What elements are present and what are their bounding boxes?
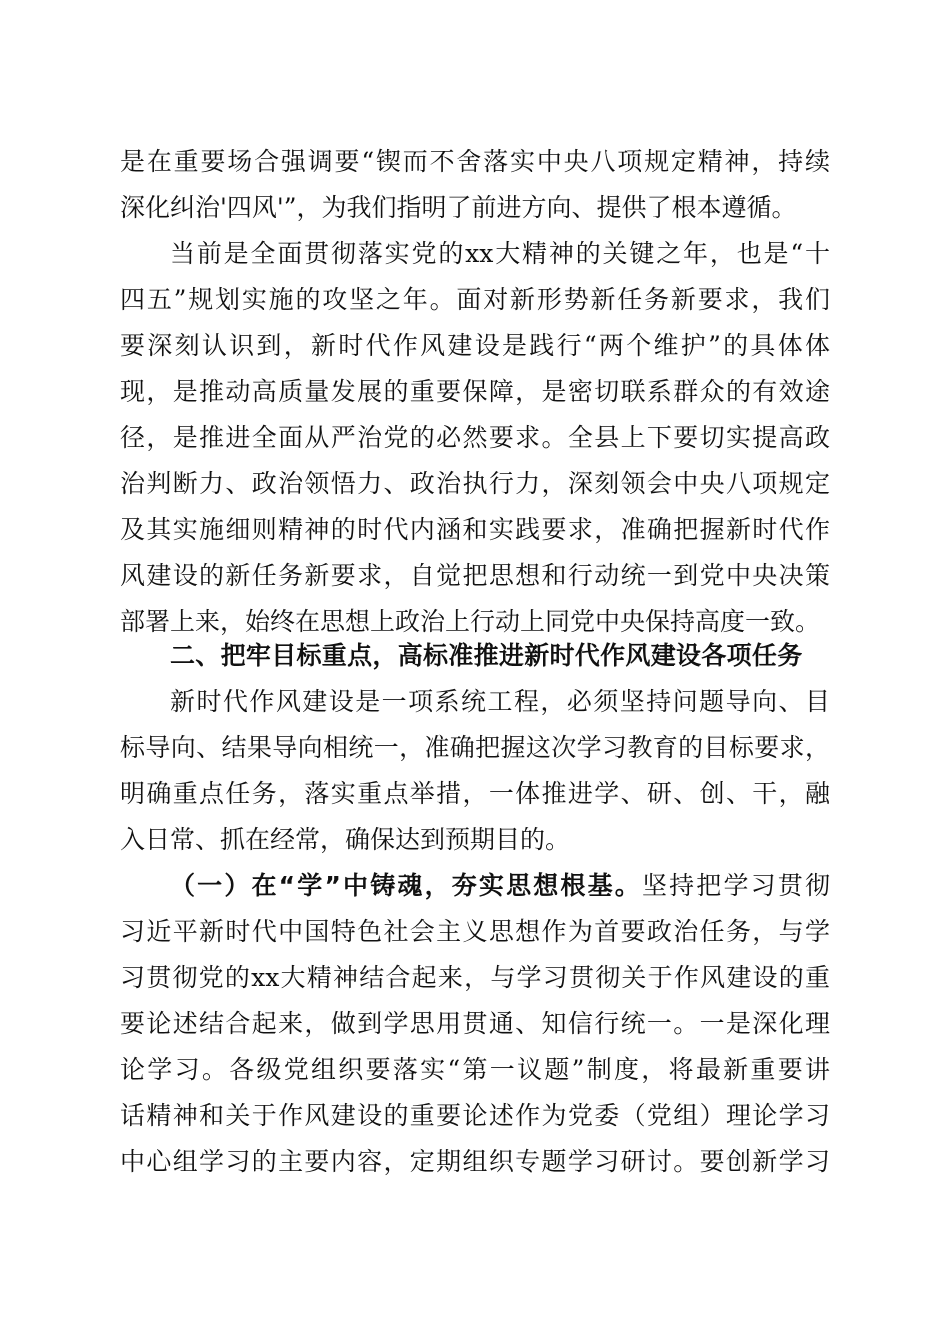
text-line: 治判断力、政治领悟力、政治执行力，深刻领会中央八项规定 [120,469,830,498]
text-line: 当前是全面贯彻落实党的xx大精神的关键之年，也是“十 [170,239,830,268]
text-line: 习贯彻党的xx大精神结合起来，与学习贯彻关于作风建设的重 [120,963,830,992]
text-line: 新时代作风建设是一项系统工程，必须坚持问题导向、目 [170,687,830,716]
text-line: 四五”规划实施的攻坚之年。面对新形势新任务新要求，我们 [120,285,830,314]
text-line: 部署上来，始终在思想上政治上行动上同党中央保持高度一致。 [120,607,821,636]
text-span: 坚持把学习贯彻 [641,871,830,900]
text-line: 要深刻认识到，新时代作风建设是践行“两个维护”的具体体 [120,331,830,360]
text-line: 深化纠治'四风'”，为我们指明了前进方向、提供了根本遵循。 [120,193,797,222]
text-line: 风建设的新任务新要求，自觉把思想和行动统一到党中央决策 [120,561,830,590]
text-line: 现，是推动高质量发展的重要保障，是密切联系群众的有效途 [120,377,830,406]
section-heading: 二、把牢目标重点，高标准推进新时代作风建设各项任务 [170,641,803,670]
subsection-line [170,866,830,906]
text-line: 要论述结合起来，做到学思用贯通、知信行统一。一是深化理 [120,1009,830,1038]
text-line: 话精神和关于作风建设的重要论述作为党委（党组）理论学习 [120,1101,830,1130]
text-line: 及其实施细则精神的时代内涵和实践要求，准确把握新时代作 [120,515,830,544]
text-line: 中心组学习的主要内容，定期组织专题学习研讨。要创新学习 [120,1147,830,1176]
text-line: 径，是推进全面从严治党的必然要求。全县上下要切实提高政 [120,423,830,452]
text-line: 论学习。各级党组织要落实“第一议题”制度，将最新重要讲 [120,1055,830,1084]
text-line: 入日常、抓在经常，确保达到预期目的。 [120,825,571,854]
text-line: 标导向、结果导向相统一，准确把握这次学习教育的目标要求， [120,733,830,762]
text-line: 明确重点任务，落实重点举措，一体推进学、研、创、干，融 [120,779,830,808]
text-line: 习近平新时代中国特色社会主义思想作为首要政治任务，与学 [120,917,830,946]
subsection-heading: （一）在“学”中铸魂，夯实思想根基。 [170,871,642,900]
text-line: 是在重要场合强调要“锲而不舍落实中央八项规定精神，持续 [120,147,830,176]
